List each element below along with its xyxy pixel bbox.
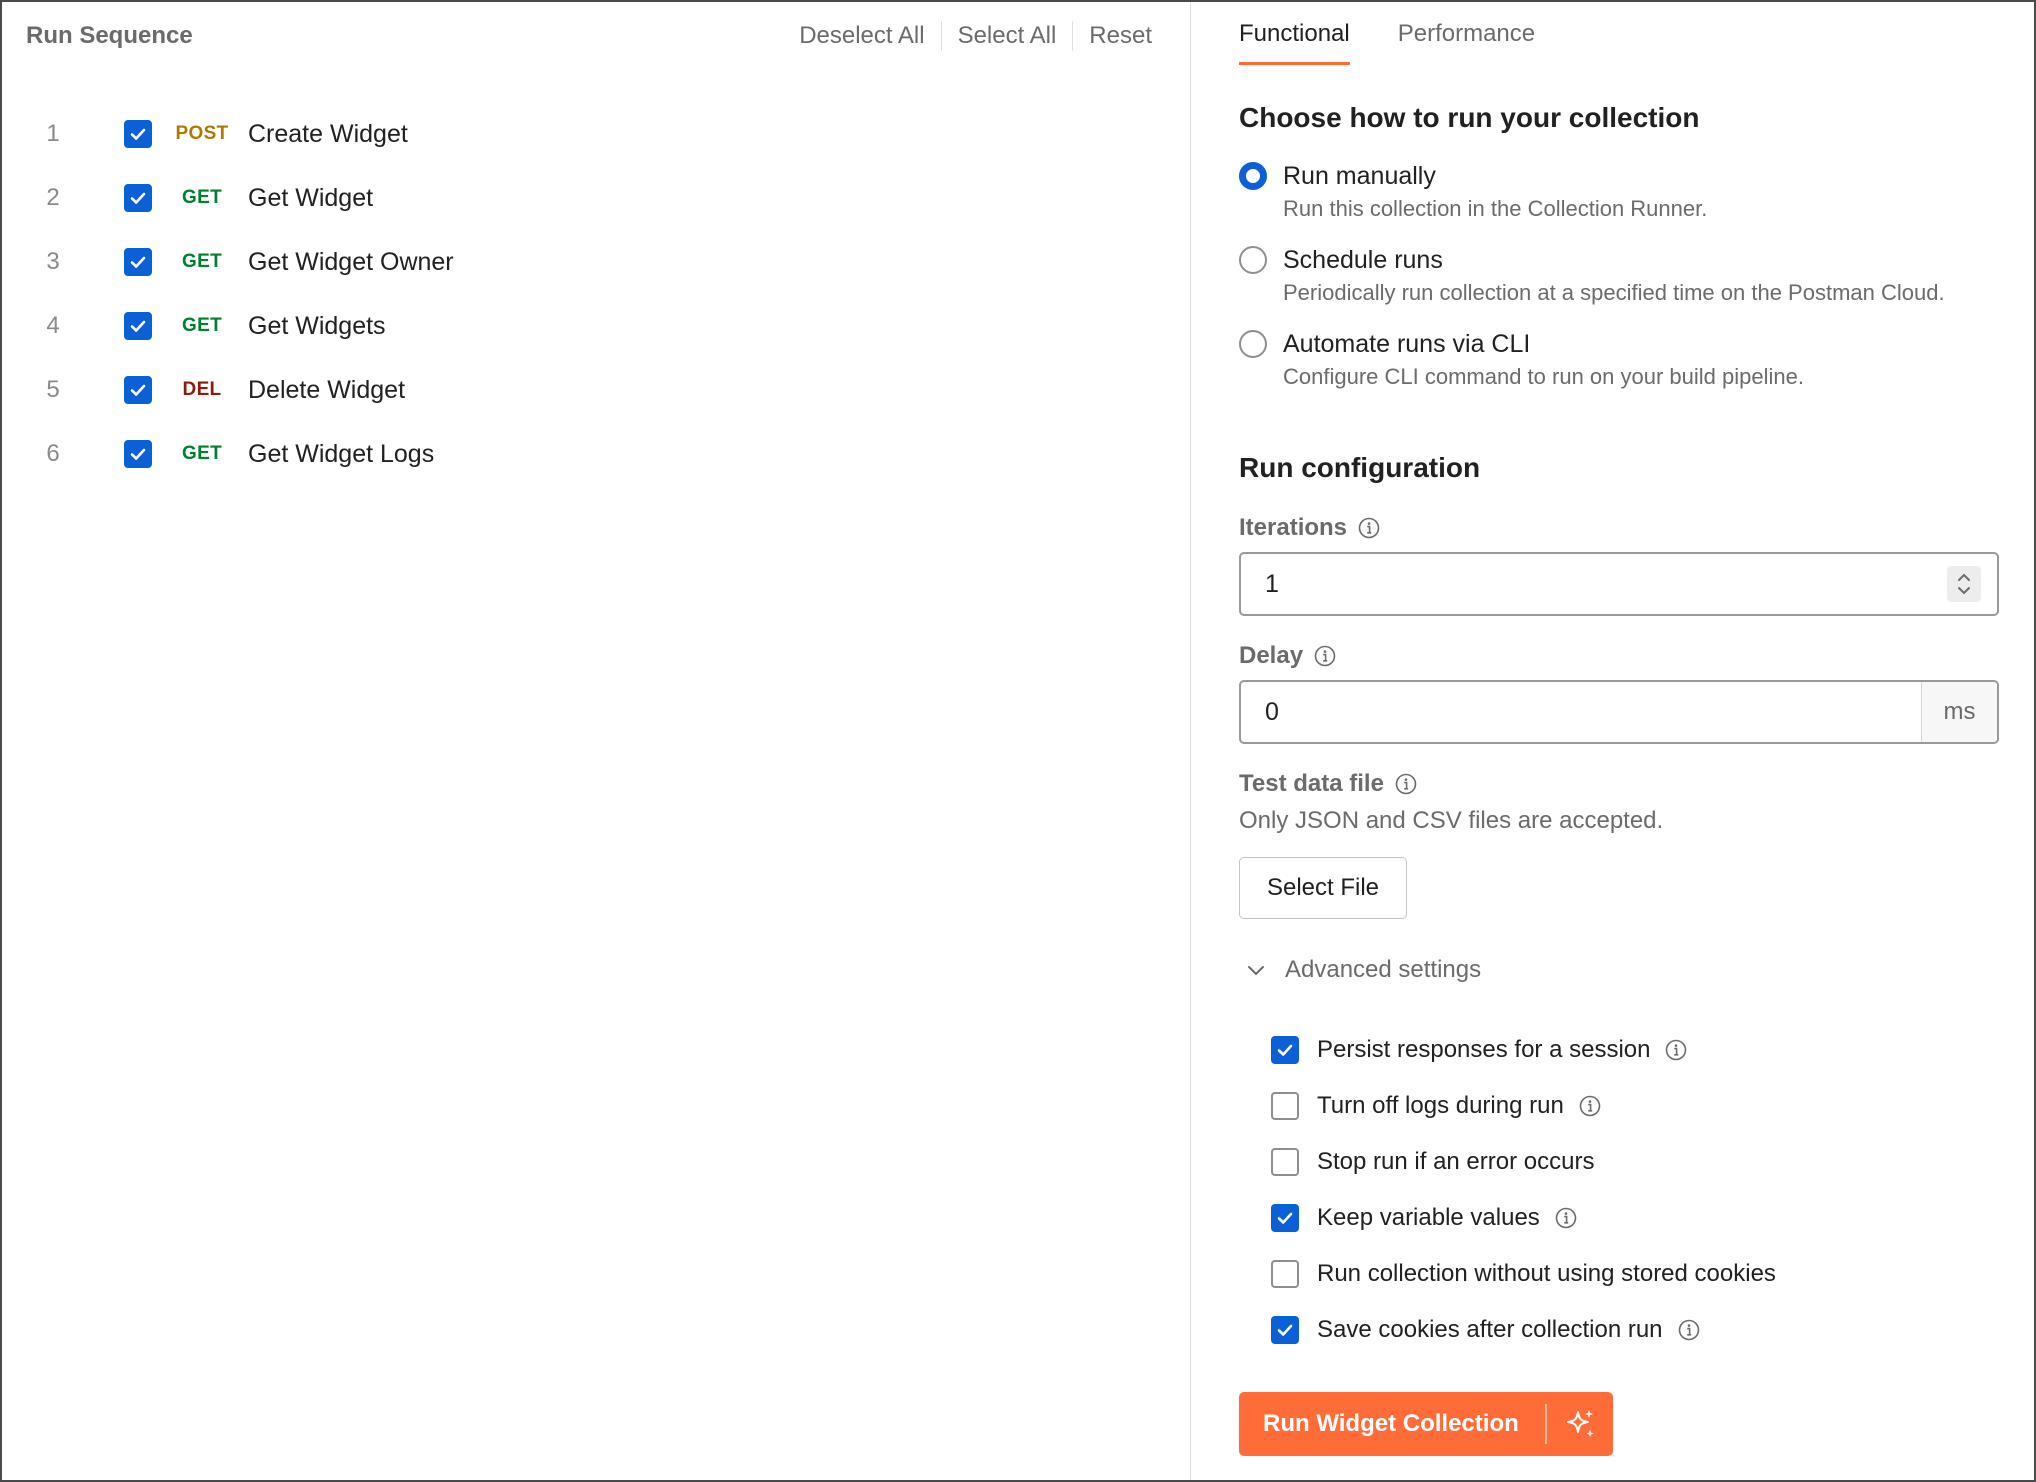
method-badge: DEL [182,379,222,400]
method-badge: GET [182,443,222,464]
info-icon[interactable] [1554,1206,1578,1230]
automate-cli-option[interactable] [1239,328,1999,392]
info-icon[interactable] [1394,772,1418,796]
delay-unit: ms [1921,682,1997,742]
tab-performance[interactable]: Performance [1397,20,1536,47]
request-index: 3 [46,248,60,275]
advanced-options [1271,1022,1776,1358]
request-row[interactable] [2,102,1190,166]
radio-label: Schedule runs [1283,246,1443,274]
save-cookies-checkbox[interactable] [1271,1316,1299,1344]
run-manually-option[interactable] [1239,160,1999,224]
chevron-up-down-icon [1954,569,1974,599]
delay-label [1239,642,1337,670]
turn-off-logs-checkbox[interactable] [1271,1092,1299,1120]
keep-variable-values-option[interactable] [1271,1190,1776,1246]
no-stored-cookies-checkbox[interactable] [1271,1260,1299,1288]
persist-responses-option[interactable] [1271,1022,1776,1078]
persist-responses-checkbox[interactable] [1271,1036,1299,1064]
radio-description: Configure CLI command to run on your build pipeline. [1283,364,1804,389]
sparkle-button[interactable] [1547,1407,1613,1441]
run-manually-radio[interactable] [1239,162,1267,190]
request-row[interactable] [2,230,1190,294]
request-row[interactable] [2,358,1190,422]
option-label: Keep variable values [1317,1204,1540,1231]
request-name: Get Widget [248,183,374,212]
turn-off-logs-option[interactable] [1271,1078,1776,1134]
request-checkbox[interactable] [124,184,152,212]
request-list [2,102,1190,486]
radio-label: Run manually [1283,162,1436,190]
option-label: Run collection without using stored cookies [1317,1260,1776,1287]
no-stored-cookies-option[interactable] [1271,1246,1776,1302]
request-row[interactable] [2,166,1190,230]
iterations-label-text: Iterations [1239,514,1348,541]
option-label: Save cookies after collection run [1317,1316,1663,1343]
run-sequence-title: Run Sequence [26,22,193,49]
request-checkbox[interactable] [124,248,152,276]
run-configuration-title: Run configuration [1239,452,1481,483]
delay-value: 0 [1265,697,1279,726]
request-row[interactable] [2,294,1190,358]
deselect-all-button[interactable]: Deselect All [799,22,925,49]
request-name: Get Widget Owner [248,247,454,276]
iterations-input[interactable] [1239,552,1999,616]
request-index: 6 [46,440,60,467]
method-badge: GET [182,315,222,336]
option-label: Stop run if an error occurs [1317,1148,1595,1175]
request-checkbox[interactable] [124,120,152,148]
request-name: Create Widget [248,119,408,148]
info-icon[interactable] [1677,1318,1701,1342]
iterations-label [1239,514,1381,542]
save-cookies-option[interactable] [1271,1302,1776,1358]
sparkle-icon [1563,1407,1597,1441]
run-mode-options [1239,160,1999,412]
run-sequence-panel [2,2,1191,1480]
test-data-help: Only JSON and CSV files are accepted. [1239,807,1664,834]
schedule-runs-radio[interactable] [1239,246,1267,274]
run-sequence-header [26,16,1152,56]
request-index: 1 [46,120,60,147]
request-name: Get Widgets [248,311,386,340]
request-row[interactable] [2,422,1190,486]
delay-label-text: Delay [1239,642,1304,669]
request-checkbox[interactable] [124,312,152,340]
runner-tabs [1239,16,1583,65]
iterations-value: 1 [1265,569,1279,598]
request-checkbox[interactable] [124,440,152,468]
option-label: Persist responses for a session [1317,1036,1651,1063]
schedule-runs-option[interactable] [1239,244,1999,308]
radio-description: Run this collection in the Collection Runner. [1283,196,1708,221]
iterations-stepper[interactable] [1947,566,1981,602]
select-file-button[interactable]: Select File [1239,857,1407,919]
request-index: 5 [46,376,60,403]
advanced-settings-label: Advanced settings [1285,956,1482,983]
stop-on-error-option[interactable] [1271,1134,1776,1190]
request-checkbox[interactable] [124,376,152,404]
run-collection-button[interactable] [1239,1392,1613,1456]
test-data-label [1239,770,1418,798]
stop-on-error-checkbox[interactable] [1271,1148,1299,1176]
test-data-label-text: Test data file [1239,770,1384,797]
runner-settings-panel [1191,2,2034,1480]
info-icon[interactable] [1357,516,1381,540]
reset-button[interactable]: Reset [1072,21,1152,51]
info-icon[interactable] [1664,1038,1688,1062]
chevron-down-icon [1245,959,1267,981]
advanced-settings-toggle[interactable] [1245,956,1481,984]
request-index: 4 [46,312,60,339]
method-badge: POST [175,123,229,144]
tab-functional[interactable]: Functional [1239,16,1350,65]
info-icon[interactable] [1578,1094,1602,1118]
delay-input[interactable] [1239,680,1999,744]
request-index: 2 [46,184,60,211]
keep-variable-values-checkbox[interactable] [1271,1204,1299,1232]
run-collection-label: Run Widget Collection [1263,1410,1519,1437]
radio-label: Automate runs via CLI [1283,330,1531,358]
sequence-actions [783,21,1152,51]
run-mode-title: Choose how to run your collection [1239,102,1700,133]
method-badge: GET [182,187,222,208]
method-badge: GET [182,251,222,272]
request-name: Delete Widget [248,375,406,404]
radio-description: Periodically run collection at a specified time on the Postman Cloud. [1283,280,1945,305]
select-all-button[interactable]: Select All [941,21,1073,51]
option-label: Turn off logs during run [1317,1092,1564,1119]
automate-cli-radio[interactable] [1239,330,1267,358]
request-name: Get Widget Logs [248,439,435,468]
info-icon[interactable] [1313,644,1337,668]
